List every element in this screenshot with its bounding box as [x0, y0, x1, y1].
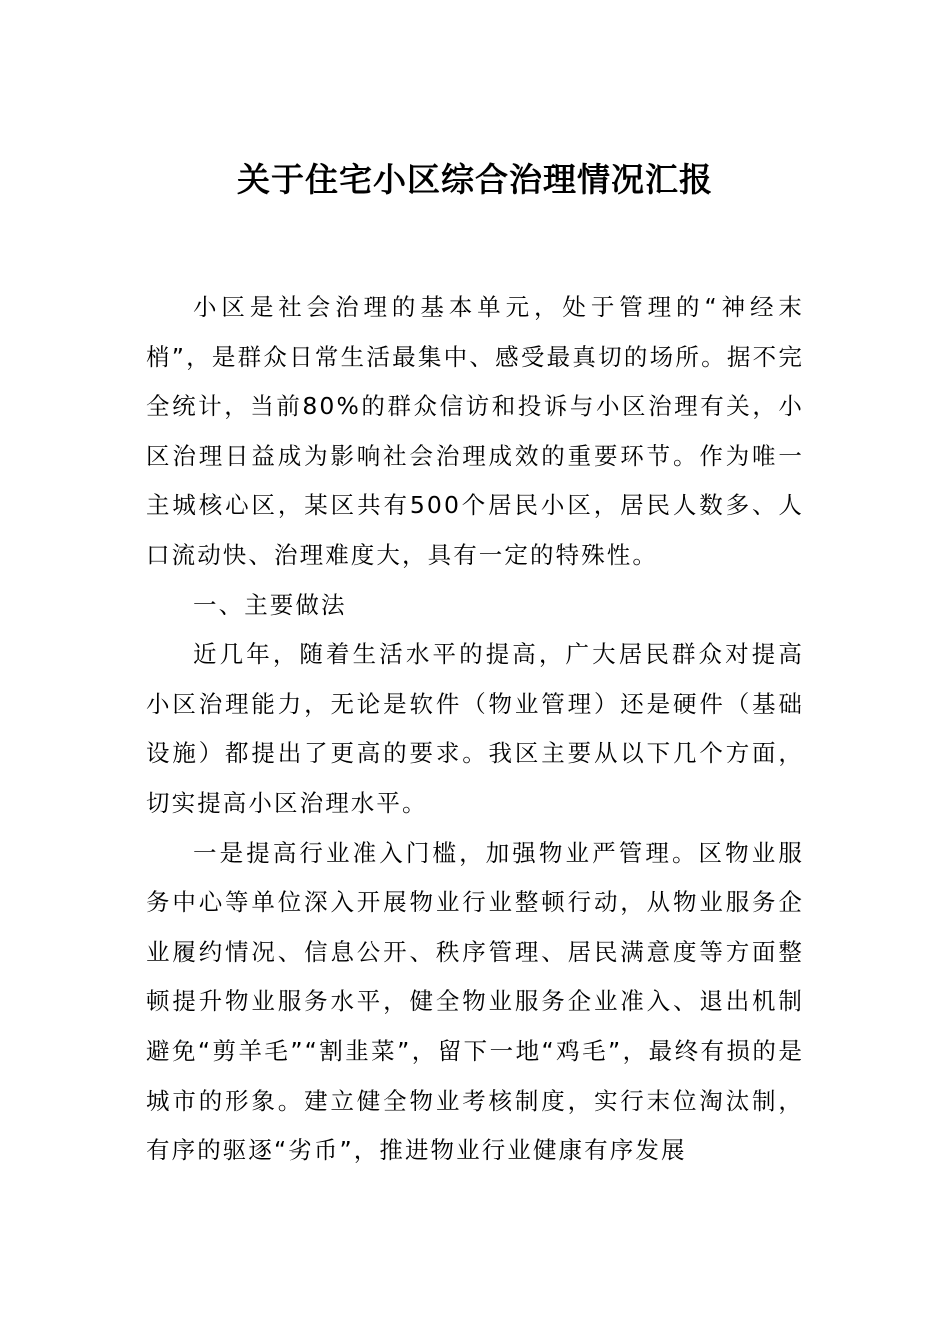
document-body: [146, 283, 804, 1176]
paragraph-intro: 小区是社会治理的基本单元，处于管理的“神经末梢”，是群众日常生活最集中、感受最真切的场所。据不完全统计，当前80%的群众信访和投诉与小区治理有关，小区治理日益成为影响社会治理成效的重要环节。作为唯一主城核心区，某区共有500个居民小区，居民人数多、人口流动快、治理难度大，具有一定的特殊性。: [146, 293, 804, 569]
paragraph-overview: 近几年，随着生活水平的提高，广大居民群众对提高小区治理能力，无论是软件（物业管理）还是硬件（基础设施）都提出了更高的要求。我区主要从以下几个方面，切实提高小区治理水平。: [146, 640, 804, 817]
document-title: 关于住宅小区综合治理情况汇报: [237, 160, 713, 199]
section-heading-main-practices: 一、主要做法: [193, 590, 347, 619]
paragraph-point-one: 一是提高行业准入门槛，加强物业严管理。区物业服务中心等单位深入开展物业行业整顿行动，从物业服务企业履约情况、信息公开、秩序管理、居民满意度等方面整顿提升物业服务水平，健全物业服务企业准入、退出机制避免“剪羊毛”“割韭菜”，留下一地“鸡毛”，最终有损的是城市的形象。建立健全物业考核制度，实行末位淘汰制，有序的驱逐“劣币”，推进物业行业健康有序发展: [146, 838, 804, 1165]
